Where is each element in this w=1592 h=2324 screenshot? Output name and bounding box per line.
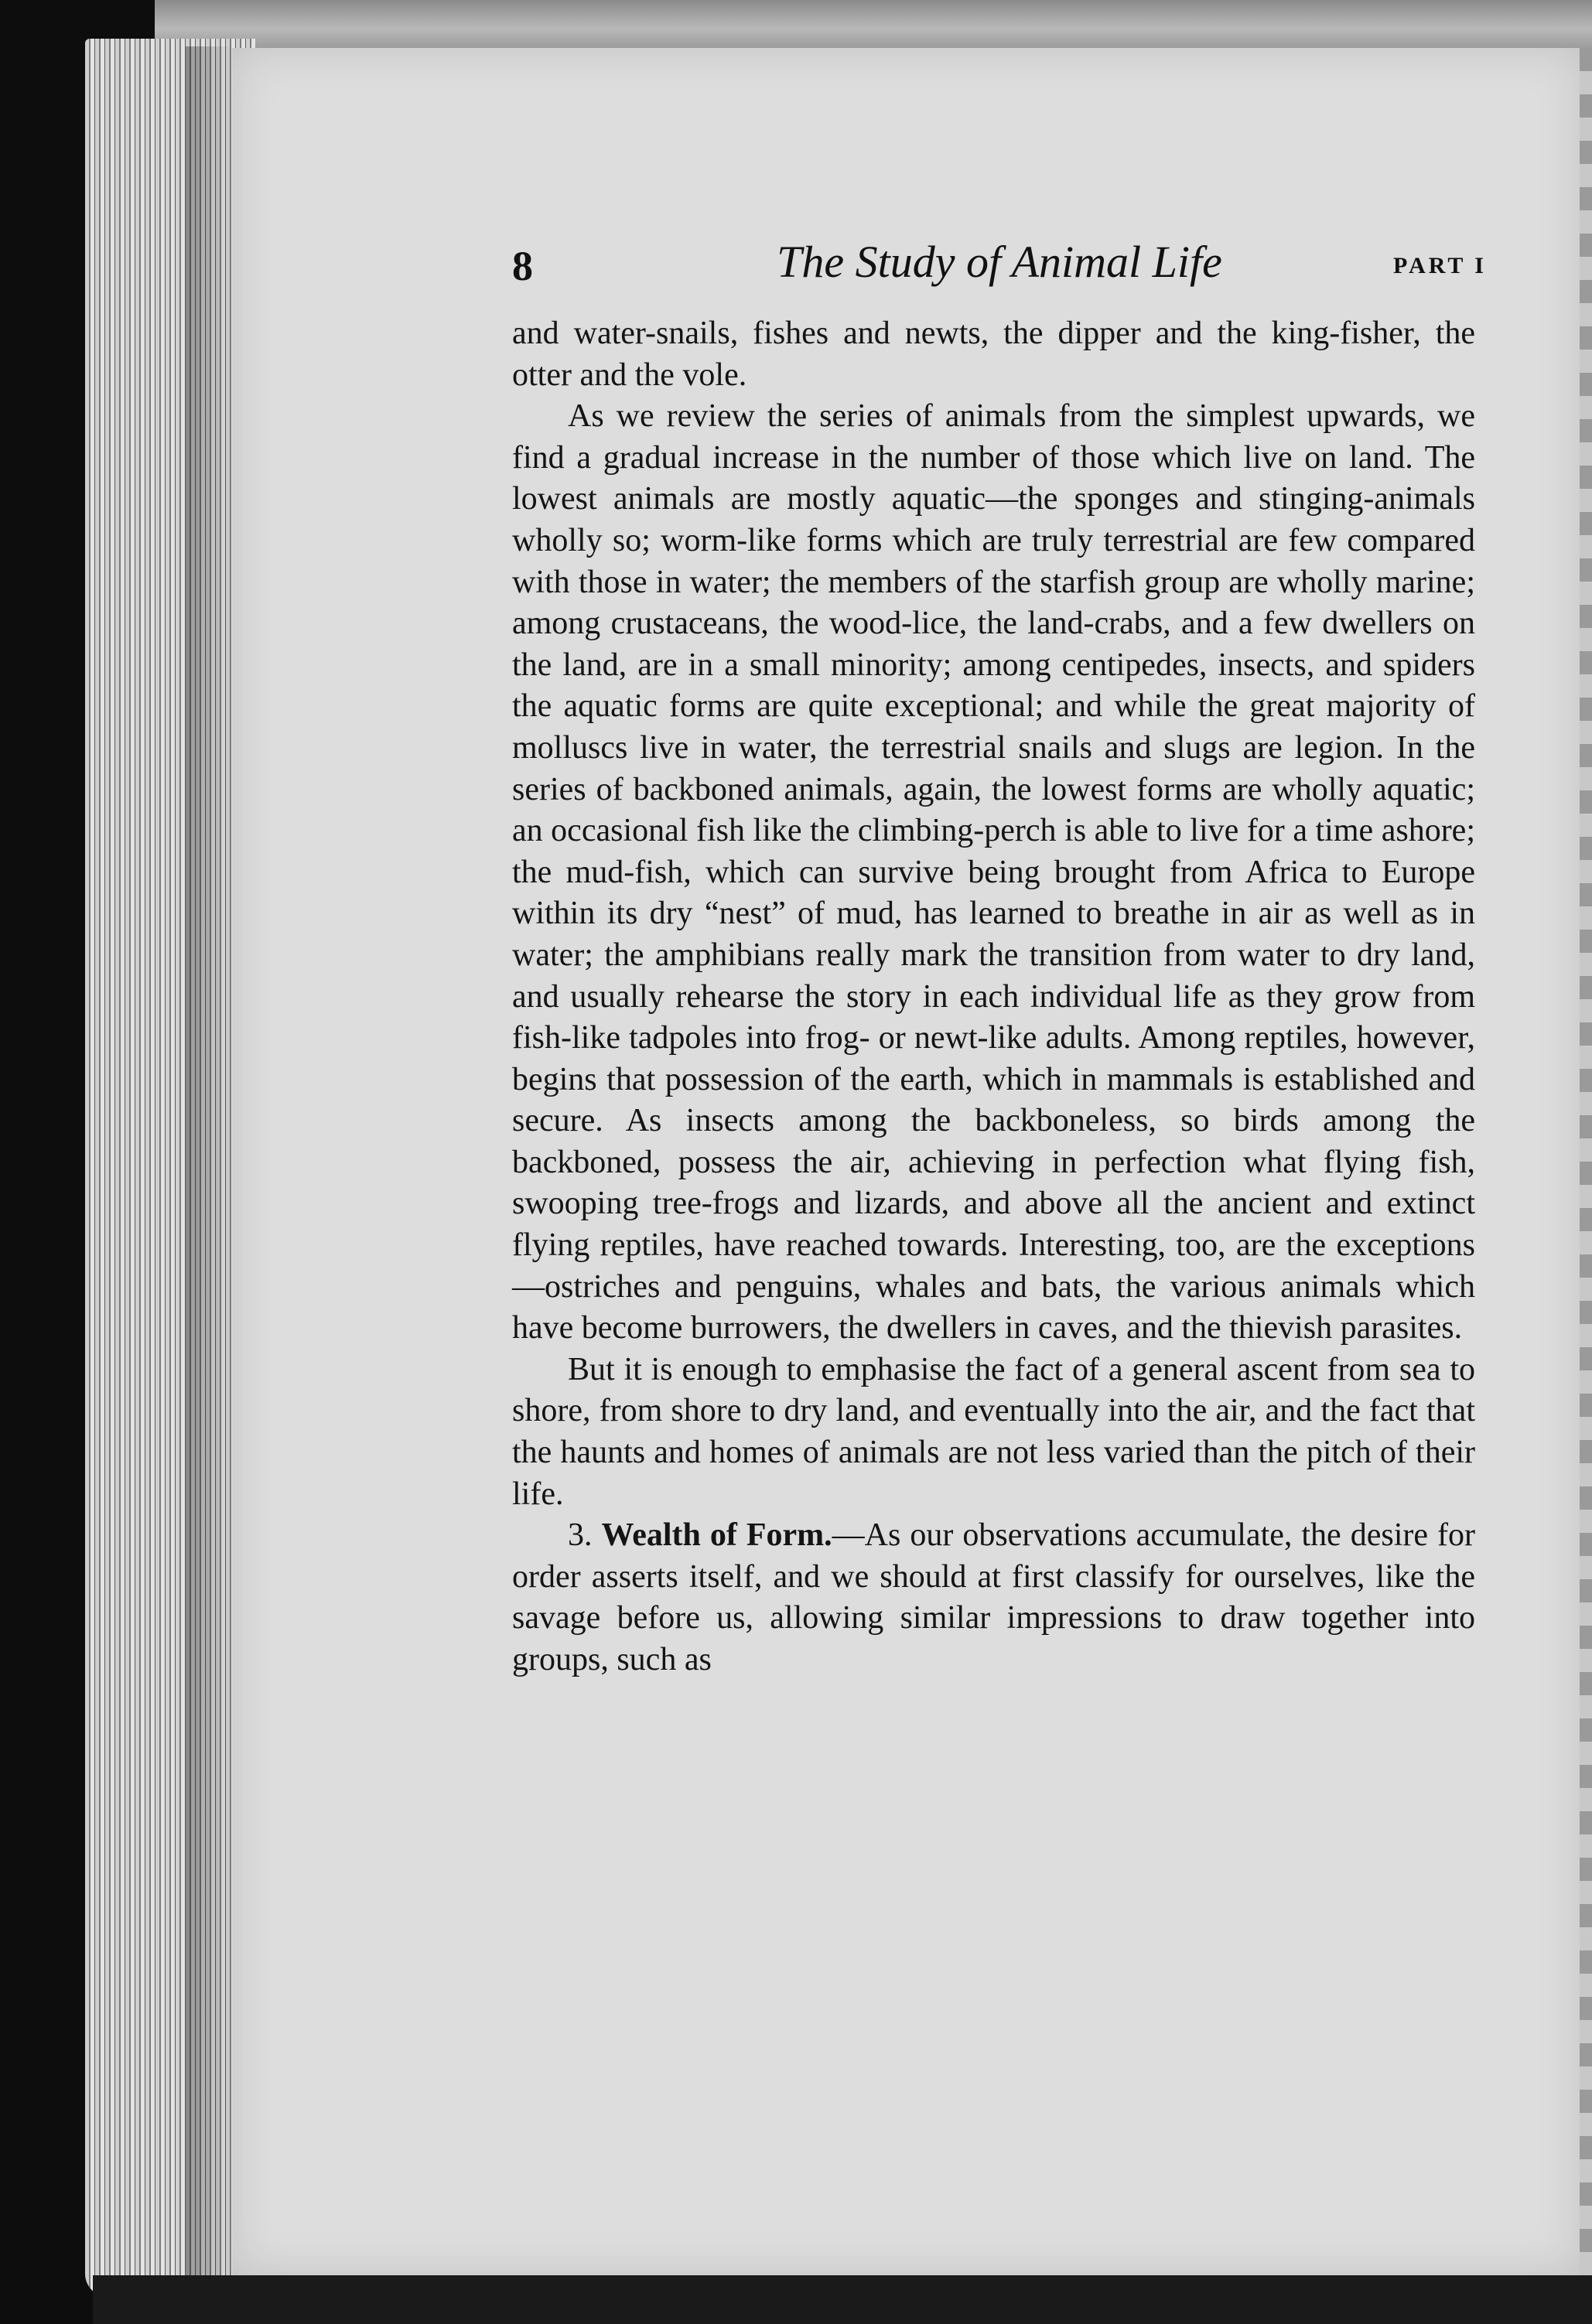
right-page-edge xyxy=(1580,48,1592,2275)
bottom-edge xyxy=(93,2275,1592,2324)
section-number: 3. xyxy=(568,1517,593,1554)
body-text xyxy=(512,313,1475,1681)
page-number: 8 xyxy=(512,243,533,289)
gutter-shadow xyxy=(186,46,232,2289)
paragraph: As we review the series of animals from the simplest upwards, we find a gradual increase in the number of those which live on land. The lowest animals are mostly aquatic—the sponges and stinging-animals wholly so; worm-like forms which are truly terrestrial are few compared with those in water; the members of the starfish group are wholly marine; among crustaceans, the wood-lice, the land-crabs, and a few dwellers on the land, are in a small minority; among centipedes, insects, and spiders the aquatic forms are quite exceptional; and while the great majority of molluscs live in water, the terrestrial snails and slugs are legion. In the series of backboned animals, again, the lowest forms are wholly aquatic; an occasional fish like the climbing-perch is able to live for a time ashore; the mud-fish, which can survive being brought from Africa to Europe within its dry “nest” of mud, has learned to breathe in air as well as in water; the amphibians really mark the transition from water to dry land, and usually rehearse the story in each individual life as they grow from fish-like tadpoles into frog- or newt-like adults. Among reptiles, however, begins that possession of the earth, which in mammals is established and secure. As insects among the backboneless, so birds among the backboned, possess the air, achieving in perfection what flying fish, swooping tree-frogs and lizards, and above all the ancient and extinct flying reptiles, have reached towards. Interesting, too, are the exceptions—ostriches and penguins, whales and bats, the various animals which have become burrowers, the dwellers in caves, and the thievish parasites. xyxy=(512,398,1475,1346)
section-text: —As our observations accumulate, the desire for order asserts itself, and we should at first classify for ourselves, like the savage before us, allowing similar impressions to draw together into groups, such as xyxy=(512,1517,1475,1677)
part-label: PART I xyxy=(1392,253,1487,278)
running-header xyxy=(512,236,1487,298)
paragraph: and water-snails, fishes and newts, the dipper and the king-fisher, the otter and the vole. xyxy=(512,316,1475,393)
section-heading: Wealth of Form. xyxy=(601,1517,832,1554)
section-paragraph xyxy=(512,1515,1475,1681)
paragraph: But it is enough to emphasise the fact of a general ascent from sea to shore, from shore to dry land, and eventually into the air, and the fact that the haunts and homes of animals are not less varied than the pitch of their life. xyxy=(512,1351,1475,1512)
top-page-edge xyxy=(155,0,1592,48)
running-title: The Study of Animal Life xyxy=(777,237,1222,287)
